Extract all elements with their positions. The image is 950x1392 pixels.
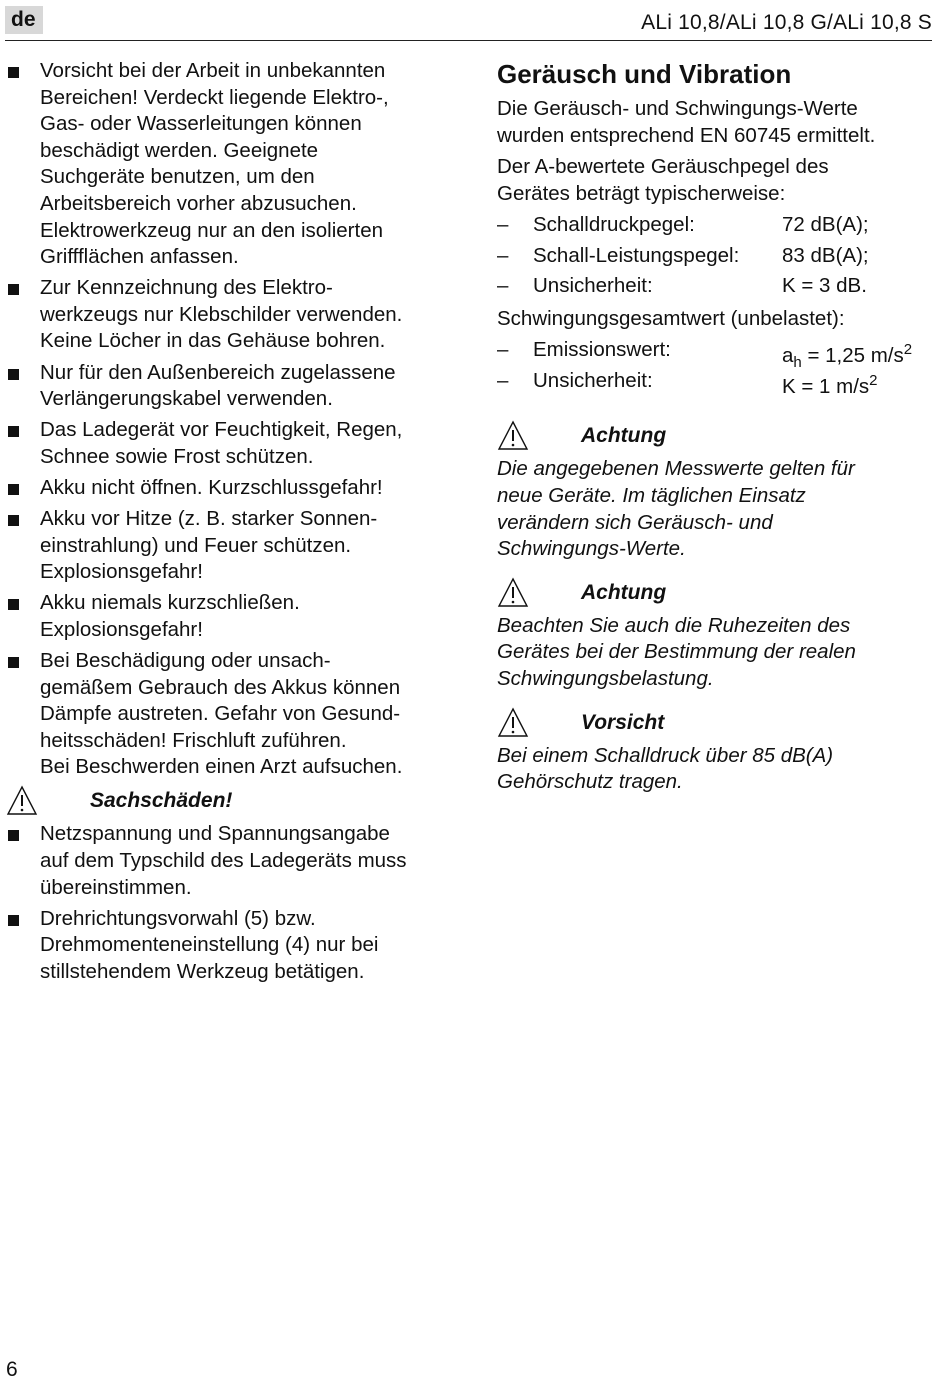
list-item-text: Explosionsgefahr! [40,560,203,584]
list-item-text: Dämpfe austreten. Gefahr von Gesund- [40,702,401,726]
warning-triangle-icon [497,707,529,738]
warning-text: Beachten Sie auch die Ruhezeiten des Gerätes bei der Bestimmung der realen Schwingungsbelastung. [497,613,856,691]
list-item-text: Bei Beschwerden einen Arzt aufsuchen. [40,755,403,779]
vibration-intro: Schwingungsgesamtwert (unbelastet): [497,306,845,330]
square-bullet-icon [8,657,19,668]
spec-label: Unsicherheit: [533,368,653,392]
spec-label: Schall-Leistungspegel: [533,243,740,267]
header-rule [5,40,932,41]
list-item-text: Gas- oder Wasserleitungen können [40,112,362,136]
spec-row [497,368,937,399]
list-item-text: Arbeitsbereich vorher abzusuchen. [40,191,357,215]
list-item [6,360,446,413]
warning-text: Bei einem Schalldruck über 85 dB(A) Gehörschutz tragen. [497,743,834,794]
square-bullet-icon [8,67,19,78]
list-item-text: Bei Beschädigung oder unsach- [40,648,331,672]
warning-triangle-icon [497,420,529,451]
warning-heading [497,577,937,609]
warning-triangle-icon [497,577,529,608]
warning-triangle-icon [6,785,38,816]
list-item [6,648,446,781]
vibration-spec-list [497,337,937,398]
list-item-text: Drehrichtungsvorwahl (5) bzw. [40,906,316,930]
list-item-text: Schnee sowie Frost schützen. [40,444,314,468]
list-item-text: übereinstimmen. [40,875,192,899]
dash-marker: – [497,274,509,298]
list-item-text: stillstehendem Werkzeug betätigen. [40,959,365,983]
list-item [6,506,446,586]
left-column [6,58,446,990]
list-item-text: Nur für den Außenbereich zugelassene [40,360,396,384]
list-item-text: Akku niemals kurzschließen. [40,591,300,615]
list-item-text: Keine Löcher in das Gehäuse bohren. [40,329,386,353]
list-item [6,475,446,502]
list-item-text: Elektrowerkzeug nur an den isolierten [40,218,383,242]
list-item-text: Verlängerungskabel verwenden. [40,387,333,411]
spec-label: Schalldruckpegel: [533,213,695,237]
right-column [497,58,937,810]
warning-notes [497,420,937,795]
list-item-text: werkzeugs nur Klebschilder verwenden. [40,302,403,326]
charger-bullet-list [6,821,446,985]
dash-marker: – [497,243,509,267]
list-item [6,417,446,470]
spec-row [497,273,937,304]
spec-value: K = 1 $m/s^2$ [782,371,878,398]
document-title: ALi 10,8/ALi 10,8 G/ALi 10,8 S [641,11,932,34]
dash-marker: – [497,338,509,362]
list-item [6,275,446,355]
list-item-text: Explosionsgefahr! [40,617,203,641]
square-bullet-icon [8,599,19,610]
list-item-text: Drehmomenteneinstellung (4) nur bei [40,933,379,957]
spec-value: 72 dB(A); [782,213,869,237]
intro-paragraph: Die Geräusch- und Schwingungs-Werte wurden entsprechend EN 60745 ermittelt. [497,97,876,147]
spec-value: $a_h = 1,25$ $m/s^2$ [782,341,913,372]
warning-heading [497,420,937,452]
list-item-text: Akku vor Hitze (z. B. starker Sonnen- [40,507,378,530]
list-item-text: gemäßem Gebrauch des Akkus können [40,675,401,699]
square-bullet-icon [8,515,19,526]
spec-value: K = 3 dB. [782,274,867,298]
list-item [6,906,446,986]
spec-row [497,212,937,243]
list-item-text: Akku nicht öffnen. Kurzschlussgefahr! [40,475,383,499]
spec-label: Unsicherheit: [533,274,653,298]
list-item [6,821,446,901]
language-tag: de [5,6,43,34]
safety-bullet-list [6,58,446,781]
list-item-text: Zur Kennzeichnung des Elektro- [40,276,333,300]
spec-label: Emissionswert: [533,338,671,362]
square-bullet-icon [8,915,19,926]
square-bullet-icon [8,830,19,841]
spec-row [497,243,937,274]
section-heading: Geräusch und Vibration [497,59,792,89]
square-bullet-icon [8,484,19,495]
warning-label: Sachschäden! [90,789,233,813]
list-item-text: Das Ladegerät vor Feuchtigkeit, Regen, [40,418,403,442]
noise-intro-paragraph: Der A-bewertete Geräuschpegel des Gerätes beträgt typischerweise: [497,155,829,205]
square-bullet-icon [8,284,19,295]
list-item-text: beschädigt werden. Geeignete [40,138,319,162]
dash-marker: – [497,213,509,237]
list-item-text: Griffflächen anfassen. [40,245,239,269]
warning-label: Vorsicht [581,710,665,734]
square-bullet-icon [8,426,19,437]
warning-label: Achtung [581,424,667,448]
page-number: 6 [6,1358,18,1381]
spec-value: 83 dB(A); [782,243,869,267]
dash-marker: – [497,368,509,392]
list-item-text: auf dem Typschild des Ladegeräts muss [40,849,407,873]
warning-label: Achtung [581,580,667,604]
list-item [6,58,446,271]
list-item [6,590,446,643]
list-item-text: Vorsicht bei der Arbeit in unbekannten [40,59,386,82]
warning-text: Die angegebenen Messwerte gelten für neue Geräte. Im täglichen Einsatz verändern sich Geräusch- und Schwingungs-Werte. [497,457,855,561]
list-item-text: Netzspannung und Spannungsangabe [40,822,390,846]
list-item-text: Suchgeräte benutzen, um den [40,165,315,189]
spec-row [497,337,937,372]
noise-spec-list [497,212,937,304]
warning-heading-property-damage [6,785,446,817]
list-item-text: einstrahlung) und Feuer schützen. [40,533,352,557]
warning-heading [497,707,937,739]
list-item-text: Bereichen! Verdeckt liegende Elektro-, [40,85,389,109]
list-item-text: heitsschäden! Frischluft zuführen. [40,728,347,752]
square-bullet-icon [8,369,19,380]
